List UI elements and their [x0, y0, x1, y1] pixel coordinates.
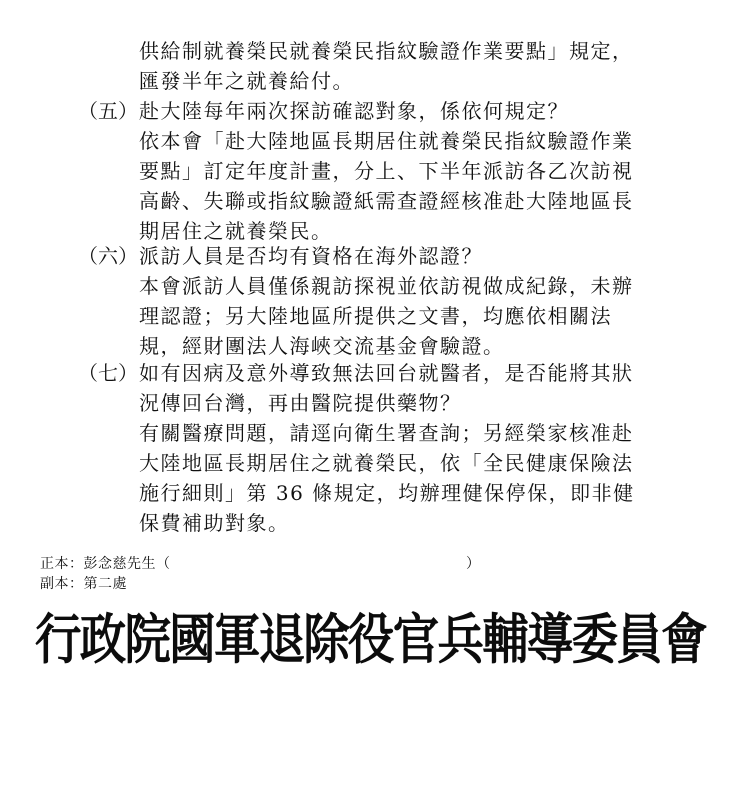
item-6-marker: （六）	[78, 244, 138, 268]
recipient-copy	[40, 574, 127, 594]
item-6-answer-line-2: 理認證；另大陸地區所提供之文書，均應依相關法	[139, 304, 612, 328]
item-6-answer-line-1: 本會派訪人員僅係親訪探視並依訪視做成紀錄，未辦	[139, 274, 634, 298]
recipient-primary	[40, 554, 171, 574]
item-5-question: 赴大陸每年兩次探訪確認對象，係依何規定？	[139, 99, 569, 123]
continuation-line-2: 匯發半年之就養給付。	[139, 69, 354, 93]
item-6-answer-line-3: 規，經財團法人海峽交流基金會驗證。	[139, 334, 505, 358]
item-5-answer-line-4: 期居住之就養榮民。	[139, 219, 333, 243]
item-7-question-line-2: 況傳回台灣，再由醫院提供藥物？	[139, 391, 462, 415]
item-7-answer-line-4: 保費補助對象。	[139, 511, 290, 535]
item-7-answer-line-2: 大陸地區長期居住之就養榮民，依「全民健康保險法	[139, 451, 634, 475]
recipient-primary-label: 正本：	[40, 556, 84, 572]
item-5-marker: （五）	[78, 99, 138, 123]
recipient-copy-label: 副本：	[40, 576, 84, 592]
item-7-question-line-1: 如有因病及意外導致無法回台就醫者，是否能將其狀	[139, 361, 634, 385]
recipient-primary-close: ）	[466, 556, 481, 572]
item-6-question: 派訪人員是否均有資格在海外認證？	[139, 244, 483, 268]
item-5-answer-line-2: 要點」訂定年度計畫，分上、下半年派訪各乙次訪視	[139, 159, 634, 183]
recipient-primary-value: 彭念慈先生（	[83, 556, 171, 572]
item-7-marker: （七）	[78, 361, 138, 385]
item-7-answer-line-3: 施行細則」第 36 條規定，均辦理健保停保，即非健	[139, 481, 635, 505]
agency-seal: 行政院國軍退除役官兵輔導委員會	[35, 608, 706, 671]
recipient-copy-value: 第二處	[83, 576, 127, 592]
item-7-answer-line-1: 有關醫療問題，請逕向衛生署查詢；另經榮家核准赴	[139, 421, 634, 445]
continuation-line-1: 供給制就養榮民就養榮民指紋驗證作業要點」規定，	[139, 39, 634, 63]
item-5-answer-line-1: 依本會「赴大陸地區長期居住就養榮民指紋驗證作業	[139, 129, 634, 153]
item-5-answer-line-3: 高齡、失聯或指紋驗證紙需查證經核准赴大陸地區長	[139, 189, 634, 213]
